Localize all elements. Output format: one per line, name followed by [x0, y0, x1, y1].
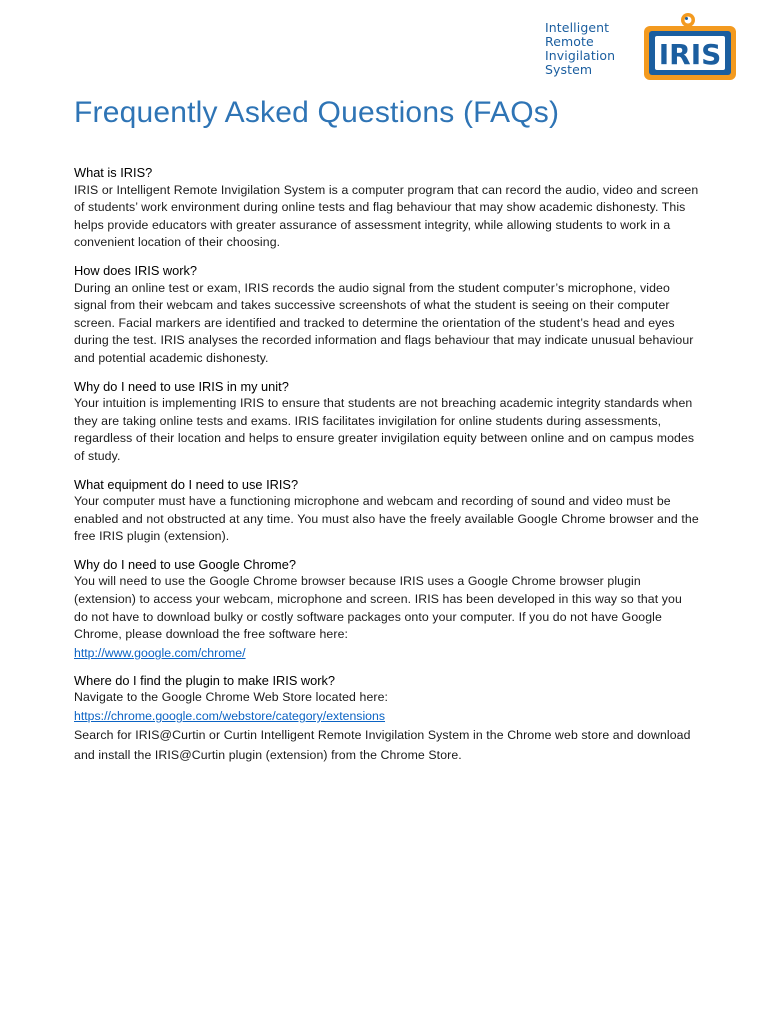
page-title: Frequently Asked Questions (FAQs)	[74, 96, 560, 129]
faq-item-what-is-iris	[74, 164, 699, 252]
faq-answer: Your computer must have a functioning microphone and webcam and recording of sound and video must be enabled and not obstructed at any time. You must also have the freely available Google Chrome browser and the free IRIS plugin (extension).	[74, 494, 699, 544]
faq-list	[74, 164, 699, 775]
faq-item-google-chrome	[74, 556, 699, 662]
faq-question: Why do I need to use IRIS in my unit?	[74, 378, 289, 394]
logo-line-system: System	[545, 62, 593, 77]
logo-line-remote: Remote	[545, 34, 594, 49]
faq-question: What is IRIS?	[74, 165, 153, 180]
chrome-webstore-link[interactable]: https://chrome.google.com/webstore/category/extensions	[74, 709, 386, 724]
faq-question: Where do I find the plugin to make IRIS work?	[74, 672, 336, 688]
faq-item-find-plugin	[74, 672, 699, 765]
logo-line-invigilation: Invigilation	[545, 48, 616, 63]
faq-item-how-does-iris-work	[74, 262, 699, 368]
faq-answer: You will need to use the Google Chrome browser because IRIS uses a Google Chrome browser plugin (extension) to access your webcam, microphone and screen. IRIS has been developed in this way so that you do not have to download bulky or costly software packages onto your computer. If you do not have Google Chrome, please download the free software here:	[74, 574, 682, 642]
faq-question: Why do I need to use Google Chrome?	[74, 556, 296, 572]
google-chrome-link[interactable]: http://www.google.com/chrome/	[74, 645, 246, 660]
iris-logo	[545, 12, 741, 84]
iris-camera-icon	[641, 12, 741, 84]
faq-item-why-use-iris	[74, 378, 699, 466]
logo-mark-text: IRIS	[658, 38, 722, 71]
logo-line-intelligent: Intelligent	[545, 20, 610, 35]
faq-answer: During an online test or exam, IRIS records the audio signal from the student computer’s microphone, video signal from their webcam and takes successive screenshots of what the student is seeing on their computer screen. Facial markers are identified and tracked to determine the orientation of the student’s head and eyes during the test. IRIS analyses the recorded information and flags behaviour that may indicate unusual behaviour and potential academic dishonesty.	[74, 280, 694, 365]
faq-answer-extra: Search for IRIS@Curtin or Curtin Intelligent Remote Invigilation System in the Chrome web store and download and install the IRIS@Curtin plugin (extension) from the Chrome Store.	[74, 728, 691, 763]
faq-item-equipment	[74, 476, 699, 546]
faq-answer: Navigate to the Google Chrome Web Store located here:	[74, 690, 389, 705]
faq-answer: Your intuition is implementing IRIS to ensure that students are not breaching academic integrity standards when they are taking online tests and exams. IRIS facilitates invigilation for online students during assessments, regardless of their location and helps to ensure greater invigilation equity between online and on campus modes of study.	[74, 396, 695, 463]
faq-question: How does IRIS work?	[74, 262, 198, 278]
faq-answer: IRIS or Intelligent Remote Invigilation System is a computer program that can record the audio, video and screen of students’ work environment during online tests and flag behaviour that may show academic dishonesty. This helps provide educators with greater assurance of assessment integrity, while allowing students to work in a convenient location of their choosing.	[74, 182, 699, 250]
faq-question: What equipment do I need to use IRIS?	[74, 476, 299, 492]
logo-wordmark	[545, 21, 640, 77]
